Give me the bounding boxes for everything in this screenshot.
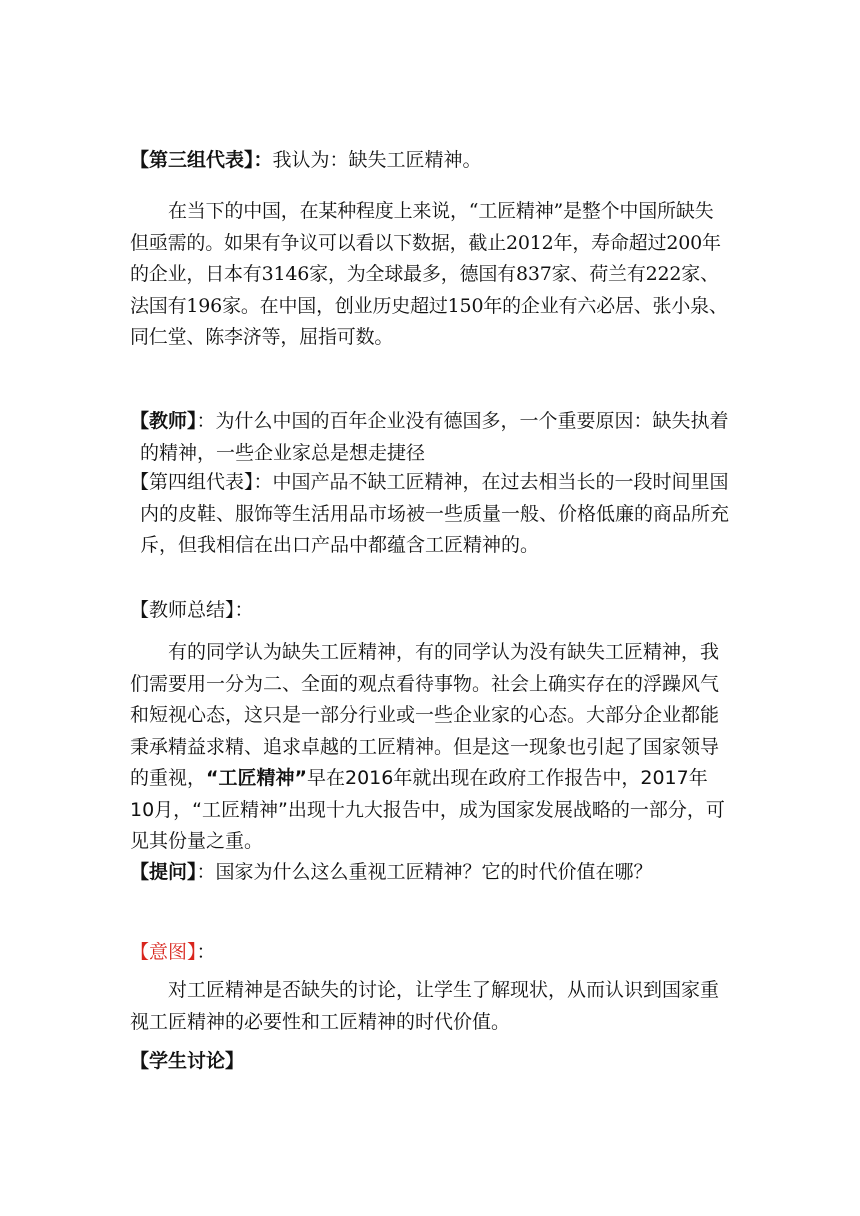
question-paragraph — [130, 857, 730, 889]
intent-paragraph: 对工匠精神是否缺失的讨论，让学生了解现状，从而认识到国家重视工匠精神的必要性和工匠精神的时代价值。 — [130, 979, 720, 1033]
summary-colon: ： — [234, 599, 254, 621]
group3-heading — [130, 145, 730, 177]
intent-heading — [130, 937, 730, 969]
intent-label: 【意图】 — [130, 941, 197, 963]
discussion-heading — [130, 1046, 730, 1078]
group3-label: 【第三组代表】 — [130, 149, 254, 171]
group4-text: ：中国产品不缺工匠精神，在过去相当长的一段时间里国内的皮鞋、服饰等生活用品市场被一些质量一般、价格低廉的商品所充斥，但我相信在出口产品中都蕴含工匠精神的。 — [140, 471, 730, 556]
summary-paragraph — [130, 637, 730, 858]
discussion-label: 【学生讨论】 — [130, 1050, 245, 1072]
group3-colon: ： — [253, 149, 273, 171]
summary-label: 【教师总结】 — [130, 599, 235, 621]
question-text: ：国家为什么这么重视工匠精神？它的时代价值在哪？ — [196, 861, 653, 883]
group4-label: 【第四组代表】 — [130, 471, 254, 493]
intent-colon: ： — [196, 941, 216, 963]
teacher-text: ：为什么中国的百年企业没有德国多，一个重要原因：缺失执着的精神，一些企业家总是想走捷径 — [140, 410, 729, 464]
summary-text-part2: 早在2016年就出现在政府工作报告中，2017年10月，“工匠精神”出现十九大报告中，成为国家发展战略的一部分，可见其份量之重。 — [130, 767, 725, 852]
group4-paragraph — [130, 467, 740, 562]
summary-heading — [130, 595, 730, 627]
question-label: 【提问】 — [130, 861, 197, 883]
summary-text-part1: 有的同学认为缺失工匠精神，有的同学认为没有缺失工匠精神，我们需要用一分为二、全面的观点看待事物。社会上确实存在的浮躁风气和短视心态，这只是一部分行业或一些企业家的心态。大部分企业都能秉承精益求精、追求卓越的工匠精神。但是这一现象也引起了国家领导的重视， — [130, 641, 720, 789]
summary-emphasis: “工匠精神” — [206, 767, 307, 789]
teacher-paragraph — [130, 406, 740, 469]
group3-paragraph: 在当下的中国，在某种程度上来说，“工匠精神”是整个中国所缺失但亟需的。如果有争议可以看以下数据，截止2012年，寿命超过200年的企业，日本有3146家，为全球最多，德国有837家、荷兰有222家、法国有196家。在中国，创业历史超过150年的企业有六必居、张小泉、同仁堂、陈李济等，屈指可数。 — [130, 200, 728, 348]
group3-statement: 我认为：缺失工匠精神。 — [272, 149, 482, 171]
teacher-label: 【教师】 — [130, 410, 197, 432]
